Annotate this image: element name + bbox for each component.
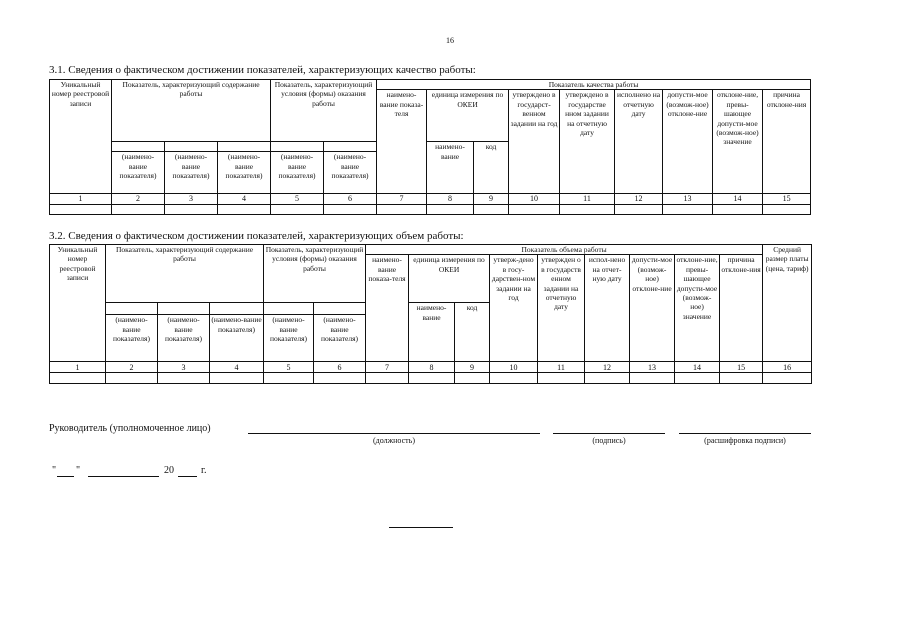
date-year-line[interactable] — [178, 476, 197, 477]
col-number: 13 — [663, 194, 713, 204]
col-allowed-deviation: допусти-мое (возмож-ное) отклоне-ние — [630, 255, 675, 362]
col-number: 13 — [630, 362, 675, 373]
col-conditions-group: Показатель, характеризующий условия (формы) оказания работы — [264, 245, 366, 303]
col-number: 15 — [763, 194, 811, 204]
col-unique-number: Уникальный номер реестровой записи — [50, 80, 112, 194]
empty-data-row — [50, 373, 812, 384]
col-number: 7 — [366, 362, 409, 373]
col-number: 11 — [560, 194, 615, 204]
col-number: 3 — [158, 362, 210, 373]
date-quote-open: " — [52, 465, 57, 476]
empty-data-row — [50, 204, 811, 214]
col-number: 7 — [377, 194, 427, 204]
col-unit-group: единица измерения по ОКЕИ — [427, 90, 509, 142]
col-indicator-group: Показатель объема работы — [366, 245, 763, 255]
col-number: 15 — [720, 362, 763, 373]
sub-indicator-label: (наимено-вание показателя) — [314, 315, 366, 362]
col-content-group: Показатель, характеризующий содержание работы — [112, 80, 271, 142]
column-numbers-row — [50, 194, 811, 204]
page-number: 16 — [446, 36, 454, 45]
col-number: 4 — [210, 362, 264, 373]
sub-indicator-label: (наимено-вание показателя) — [165, 152, 218, 194]
col-executed: испол-нено на отчет-ную дату — [585, 255, 630, 362]
sub-indicator-label: (наимено-вание показателя) — [324, 152, 377, 194]
col-exceeding-deviation: отклоне-ние, превы-шающее допусти-мое (возмож-ное) значение — [675, 255, 720, 362]
sub-indicator-label: (наимено-вание показателя) — [106, 315, 158, 362]
col-number: 9 — [474, 194, 509, 204]
section-3-1-title: 3.1. Сведения о фактическом достижении показателей, характеризующих качество работы: — [49, 64, 476, 76]
col-reason: причина отклоне-ния — [720, 255, 763, 362]
col-number: 14 — [713, 194, 763, 204]
sub-indicator-label: (наимено-вание показателя) — [271, 152, 324, 194]
col-number: 1 — [50, 194, 112, 204]
col-average-fee: Средний размер платы (цена, тариф) — [763, 245, 812, 362]
col-approved-year: утверж-дено в госу-дарствен-ном задании на год — [490, 255, 538, 362]
col-approved-date: утверждено в государстве нном задании на отчетную дату — [560, 90, 615, 194]
sub-indicator-label: (наимено-вание показателя) — [112, 152, 165, 194]
col-approved-year: утверждено в государст-венном задании на год — [509, 90, 560, 194]
col-indicator-name: наимено-вание показа-теля — [366, 255, 409, 362]
sub-indicator-label: (наимено-вание показателя) — [210, 315, 264, 362]
head-signature-label: Руководитель (уполномоченное лицо) — [49, 423, 211, 434]
col-number: 2 — [106, 362, 158, 373]
col-number: 11 — [538, 362, 585, 373]
col-number: 12 — [615, 194, 663, 204]
sub-indicator-label: (наимено-вание показателя) — [158, 315, 210, 362]
col-unit-group: единица измерения по ОКЕИ — [409, 255, 490, 303]
col-number: 12 — [585, 362, 630, 373]
sub-indicator-label: (наимено-вание показателя) — [264, 315, 314, 362]
col-number: 6 — [314, 362, 366, 373]
column-numbers-row — [50, 362, 812, 373]
col-number: 3 — [165, 194, 218, 204]
col-number: 2 — [112, 194, 165, 204]
position-line[interactable] — [248, 433, 540, 434]
col-number: 16 — [763, 362, 812, 373]
col-unit-name: наимено-вание — [427, 142, 474, 194]
col-number: 5 — [264, 362, 314, 373]
col-number: 9 — [455, 362, 490, 373]
col-number: 5 — [271, 194, 324, 204]
col-number: 14 — [675, 362, 720, 373]
position-caption: (должность) — [373, 436, 415, 445]
signature-decode-line[interactable] — [679, 433, 811, 434]
col-unit-code: код — [455, 303, 490, 362]
col-number: 1 — [50, 362, 106, 373]
col-reason: причина отклоне-ния — [763, 90, 811, 194]
footer-separator-line — [389, 527, 453, 528]
section-3-2-title: 3.2. Сведения о фактическом достижении показателей, характеризующих объем работы: — [49, 230, 464, 242]
col-executed: исполнено на отчетную дату — [615, 90, 663, 194]
col-indicator-name: наимено-вание показа-теля — [377, 90, 427, 194]
col-unit-name: наимено-вание — [409, 303, 455, 362]
sub-indicator-label: (наимено-вание показателя) — [218, 152, 271, 194]
signature-decode-caption: (расшифровка подписи) — [704, 436, 786, 445]
col-number: 6 — [324, 194, 377, 204]
col-number: 8 — [409, 362, 455, 373]
date-year-prefix: 20 — [164, 465, 174, 476]
signature-line[interactable] — [553, 433, 665, 434]
quality-indicators-table — [49, 79, 811, 215]
date-quote-close: " — [76, 465, 81, 476]
volume-indicators-table — [49, 244, 812, 384]
date-day-line[interactable] — [57, 476, 74, 477]
col-unique-number: Уникальный номер реестровой записи — [50, 245, 106, 362]
col-approved-date: утвержден о в государств енном задании на отчетную дату — [538, 255, 585, 362]
date-year-suffix: г. — [201, 465, 207, 476]
col-number: 10 — [490, 362, 538, 373]
date-month-line[interactable] — [88, 476, 159, 477]
col-content-group: Показатель, характеризующий содержание работы — [106, 245, 264, 303]
col-number: 8 — [427, 194, 474, 204]
col-conditions-group: Показатель, характеризующий условия (формы) оказания работы — [271, 80, 377, 142]
col-indicator-group: Показатель качества работы — [377, 80, 811, 90]
col-allowed-deviation: допусти-мое (возмож-ное) отклоне-ние — [663, 90, 713, 194]
col-number: 10 — [509, 194, 560, 204]
col-unit-code: код — [474, 142, 509, 194]
col-exceeding-deviation: отклоне-ние, превы-шающее допусти-мое (возмож-ное) значение — [713, 90, 763, 194]
signature-caption: (подпись) — [592, 436, 626, 445]
col-number: 4 — [218, 194, 271, 204]
